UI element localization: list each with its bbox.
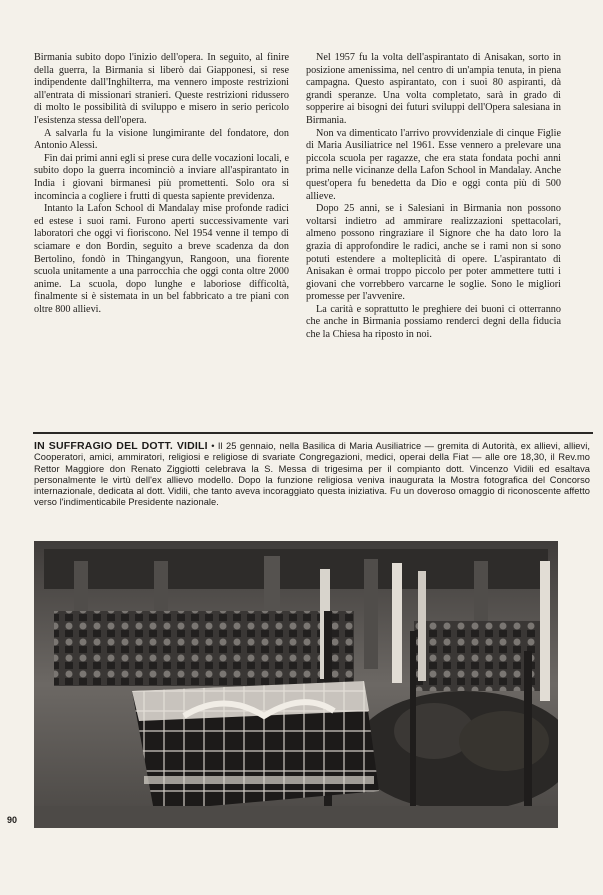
paragraph: Nel 1957 fu la volta dell'aspirantato di Anisakan, sorto in posizione amenissima, nel centro di un'ampia tenuta, in piena campagna. Questo aspirantato, con i suoi 80 aspiranti, dà grandi speranze. Una volta completato, sarà in grado di sopperire ai bisogni dei futuri sviluppi dell'Opera salesiana in Birmania. — [306, 52, 561, 126]
page-number: 90 — [7, 815, 18, 825]
photograph-icon — [34, 541, 558, 828]
paragraph: La carità e soprattutto le preghiere dei buoni ci otterranno che anche in Birmania possiamo renderci degni della fiducia che la Chiesa ha riposto in noi. — [306, 303, 561, 341]
caption-separator: • — [211, 441, 215, 451]
article-column-right — [306, 52, 561, 342]
paragraph: Intanto la Lafon School di Mandalay mise profonde radici ed estese i suoi rami. Furono aperti successivamente vari laboratori che oggi vi fioriscono. Nel 1954 venne il tempo di sciamare e don Bordin, seguito a breve scadenza da don Bertolino, fondò in Thingangyun, Rangoon, una fiorente scuola unitamente a una parrocchia che oggi conta oltre 2000 anime. La scuola, dopo lunghe e laboriose difficoltà, finalmente si è sistemata in un bel fabbricato a tre piani con oltre 800 allievi. — [34, 203, 289, 315]
article-column-left — [34, 52, 289, 316]
paragraph: Non va dimenticato l'arrivo provvidenziale di cinque Figlie di Maria Ausiliatrice nel 1961. Esse vennero a prelevare una piccola scuola per ragazze, che era stata fondata pochi anni prima nelle vicinanze della Lafon School in Mandalay. Anche quest'opera fu benedetta da Dio e oggi conta più di 500 allieve. — [306, 127, 561, 202]
caption-text: Il 25 gennaio, nella Basilica di Maria Ausiliatrice — gremita di Autorità, ex allievi, allievi, Cooperatori, amici, ammiratori, religiosi e religiose di svariate Congregazioni, medici, operai della Fiat — alle ore 18,30, il Rev.mo Rettor Maggiore don Renato Ziggiotti celebrava la S. Messa di trigesima per il compianto dott. Vincenzo Vidili ed esaltava personalmente le virtù dell'ex allievo modello. Dopo la funzione religiosa veniva inaugurata la Mostra fotografica del Concorso internazionale, dedicata al dott. Vidili, che tanto aveva incoraggiato questa iniziativa. Fu un doveroso omaggio di riconoscente affetto verso l'indimenticabile Presidente nazionale. — [34, 441, 590, 508]
paragraph: Dopo 25 anni, se i Salesiani in Birmania non possono voltarsi indietro ad ammirare realizzazioni spettacolari, almeno possono ringraziare il Signore che ha dato loro la grazia di approfondire le radici, anche se i rami non si sono potuti estendere a molteplicità di opere. L'aspirantato di Anisakan è ormai troppo piccolo per poter ammettere tutti i giovani che vorrebbero varcarne le soglie. Sono le migliori promesse per l'avvenire. — [306, 203, 561, 303]
funeral-photograph — [34, 541, 558, 828]
paragraph: Birmania subito dopo l'inizio dell'opera. In seguito, al finire della guerra, la Birmania si liberò dai Giapponesi, si rese indipendente dall'Inghilterra, ma vennero imposte restrizioni all'entrata di missionari stranieri. Queste restrizioni ridussero di molto le possibilità di sviluppo e misero in serio pericolo l'esistenza stessa dell'opera. — [34, 52, 289, 126]
paragraph: A salvarla fu la visione lungimirante del fondatore, don Antonio Alessi. — [34, 127, 289, 152]
caption-heading: IN SUFFRAGIO DEL DOTT. VIDILI — [34, 440, 208, 452]
photo-caption — [34, 441, 590, 509]
section-divider — [33, 432, 593, 434]
paragraph: Fin dai primi anni egli si prese cura delle vocazioni locali, e subito dopo la guerra incominciò a inviare all'aspirantato in India i giovani birmanesi più promettenti. Solo ora si incomincia a cogliere i frutti di questa sapiente previdenza. — [34, 152, 289, 202]
